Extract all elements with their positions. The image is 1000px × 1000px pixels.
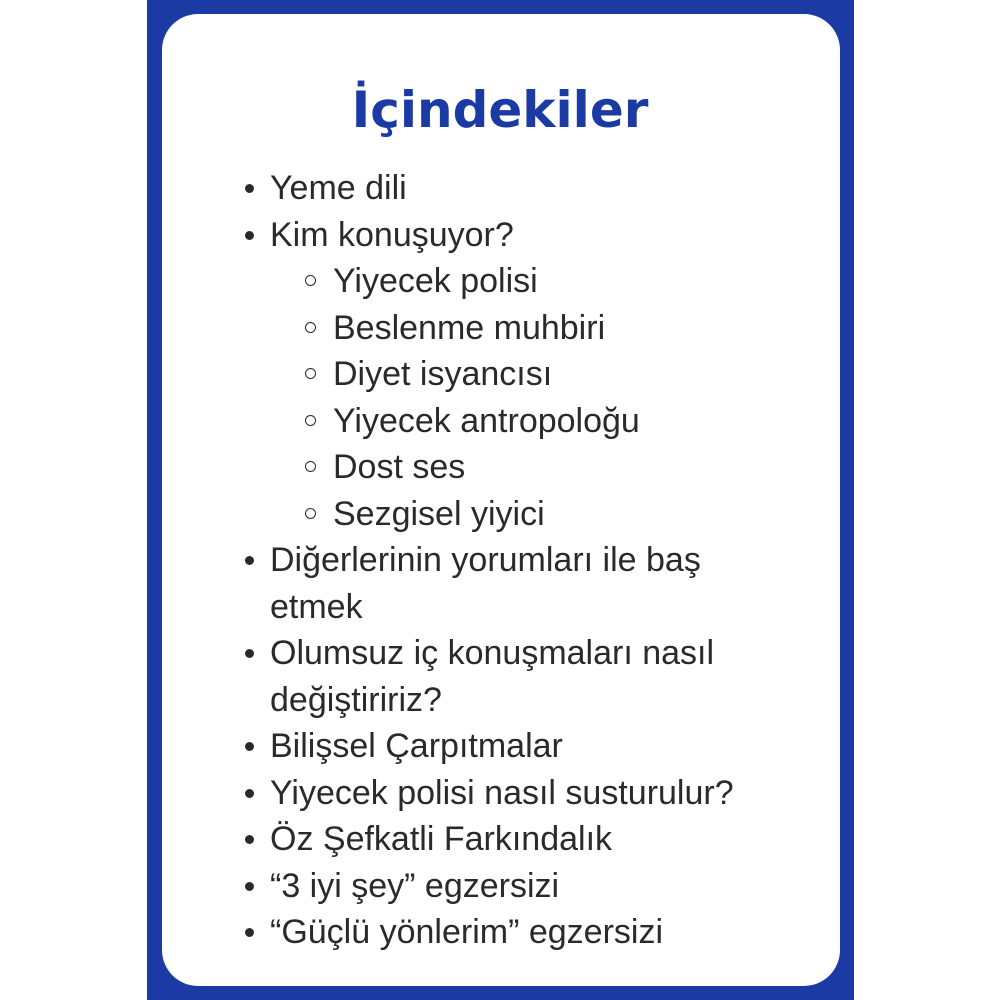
toc-item-yiyecek-polisi-susturma: Yiyecek polisi nasıl susturulur?: [270, 770, 800, 817]
toc-subitem-sezgisel-yiyici: Sezgisel yiyici: [333, 491, 800, 538]
toc-item-guclu-yonlerim: “Güçlü yönlerim” egzersizi: [270, 909, 800, 956]
toc-item-bilissel-carpitmalar: Bilişsel Çarpıtmalar: [270, 723, 800, 770]
table-of-contents: [270, 165, 800, 956]
toc-item-kim-konusuyor: Kim konuşuyor?: [270, 212, 800, 259]
toc-subitem-dost-ses: Dost ses: [333, 444, 800, 491]
toc-item-yorumlar: Diğerlerinin yorumları ile baş etmek: [270, 537, 800, 630]
page-title: İçindekiler: [351, 81, 649, 139]
toc-subitem-yiyecek-antropologu: Yiyecek antropoloğu: [333, 398, 800, 445]
toc-subitem-beslenme-muhbiri: Beslenme muhbiri: [333, 305, 800, 352]
toc-item-olumsuz-ic-konusma: Olumsuz iç konuşmaları nasıl değiştiririz?: [270, 630, 800, 723]
toc-item-3-iyi-sey: “3 iyi şey” egzersizi: [270, 863, 800, 910]
toc-item-yeme-dili: Yeme dili: [270, 165, 800, 212]
toc-subitem-diyet-isyancisi: Diyet isyancısı: [333, 351, 800, 398]
toc-subitem-yiyecek-polisi: Yiyecek polisi: [333, 258, 800, 305]
toc-item-oz-sefkat: Öz Şefkatli Farkındalık: [270, 816, 800, 863]
